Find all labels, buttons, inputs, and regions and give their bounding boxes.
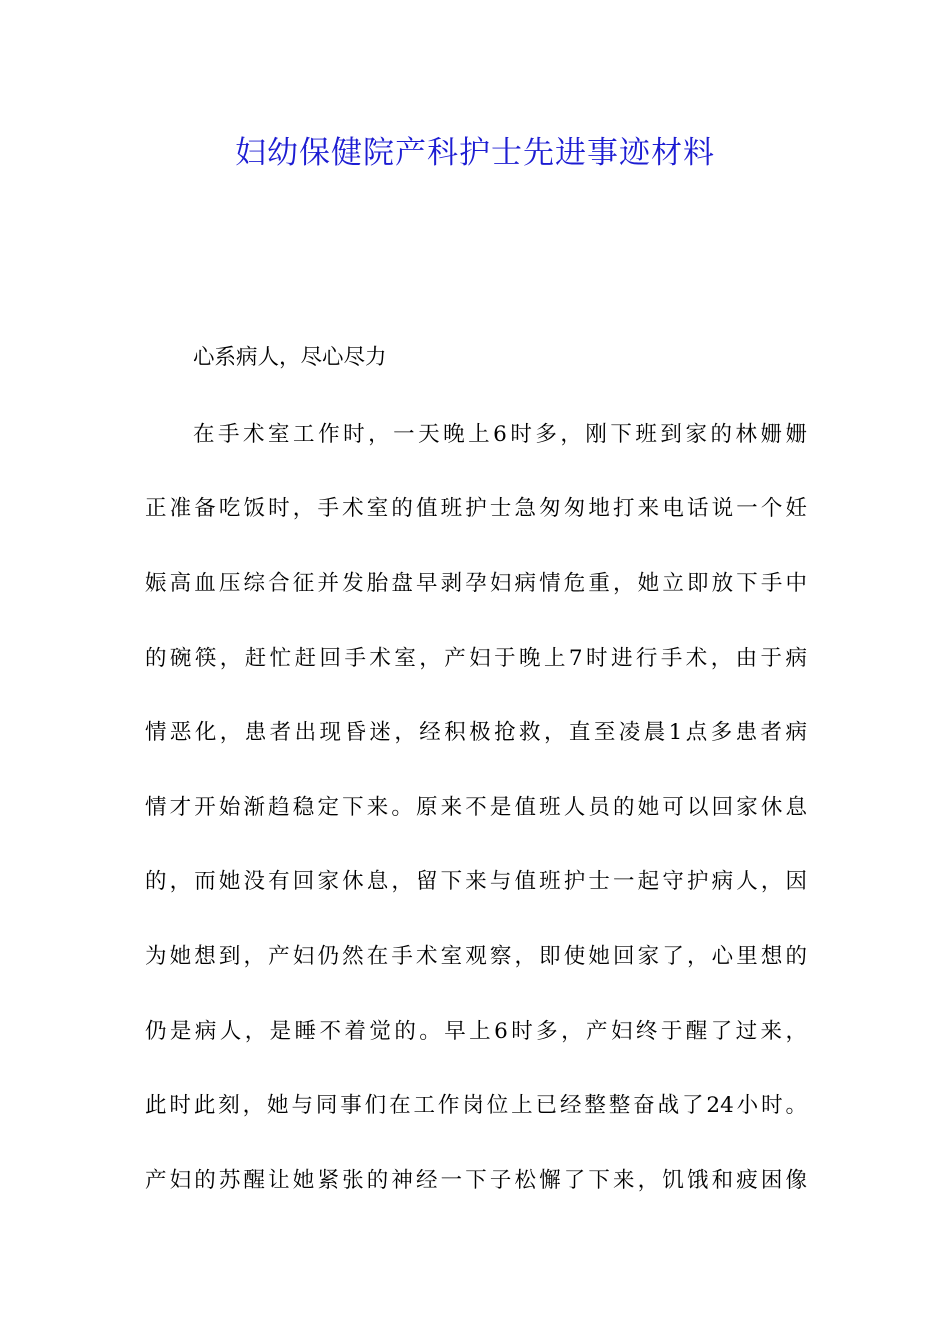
body-line-7: 的，而她没有回家休息，留下来与值班护士一起守护病人，因 [145,869,807,894]
body-line-6: 情才开始渐趋稳定下来。原来不是值班人员的她可以回家休息 [145,795,807,820]
body-line-9: 仍是病人，是睡不着觉的。早上6时多，产妇终于醒了过来， [145,1019,807,1044]
document-title: 妇幼保健院产科护士先进事迹材料 [235,135,715,171]
body-line-5: 情恶化，患者出现昏迷，经积极抢救，直至凌晨1点多患者病 [145,720,807,745]
body-line-1: 在手术室工作时，一天晚上6时多，刚下班到家的林姗姗 [193,422,807,447]
body-line-8: 为她想到，产妇仍然在手术室观察，即使她回家了，心里想的 [145,944,807,969]
body-line-3: 娠高血压综合征并发胎盘早剥孕妇病情危重，她立即放下手中 [145,571,807,596]
body-line-10: 此时此刻，她与同事们在工作岗位上已经整整奋战了24小时。 [145,1093,807,1118]
section-heading: 心系病人，尽心尽力 [193,345,387,370]
body-line-11: 产妇的苏醒让她紧张的神经一下子松懈了下来，饥饿和疲困像 [145,1168,807,1193]
body-line-4: 的碗筷，赶忙赶回手术室，产妇于晚上7时进行手术，由于病 [145,646,807,671]
body-line-2: 正准备吃饭时，手术室的值班护士急匆匆地打来电话说一个妊 [145,496,807,521]
